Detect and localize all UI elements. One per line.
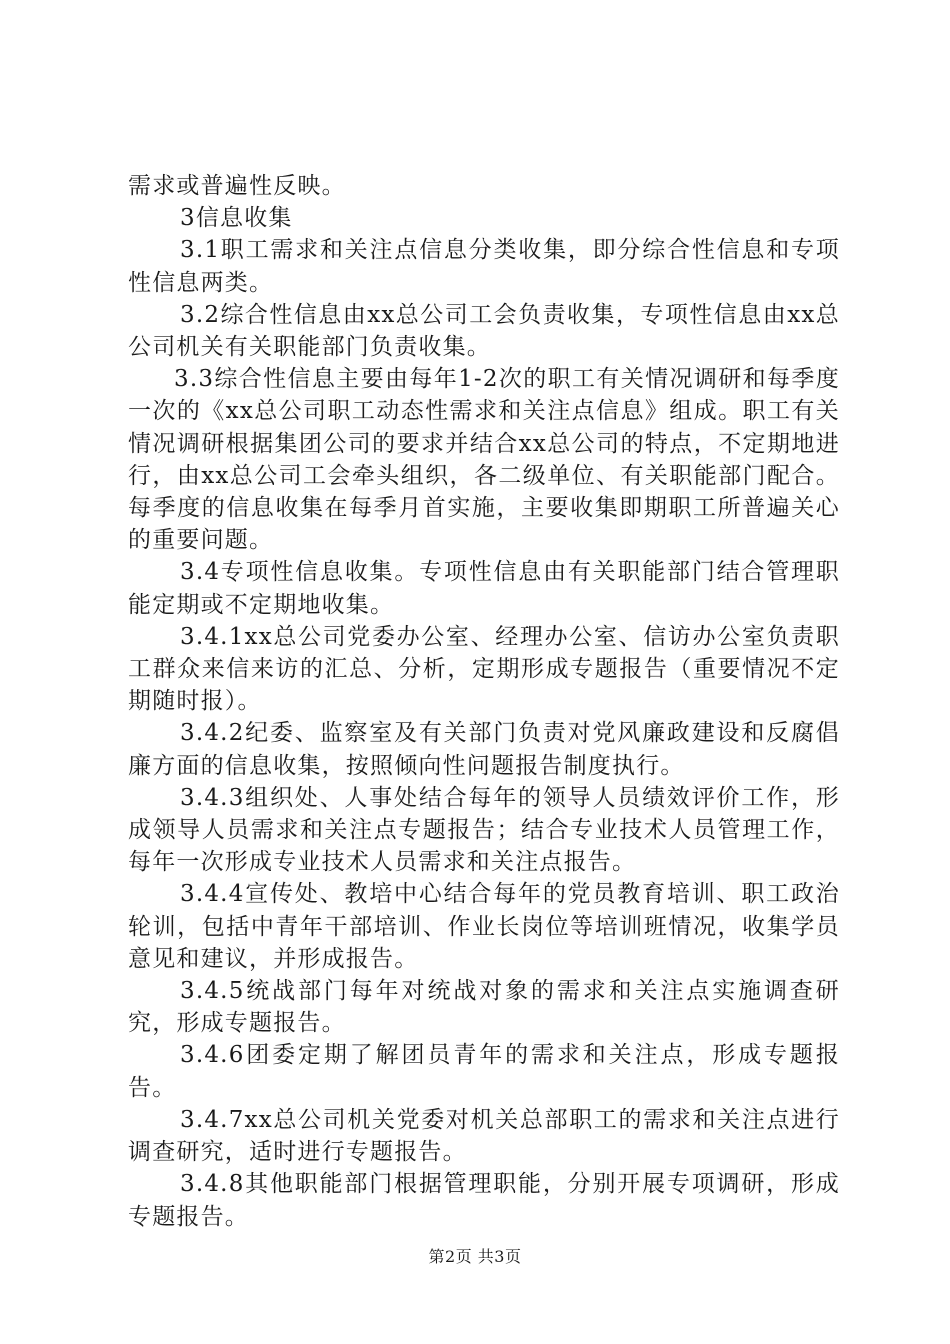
paragraph-3-4-2: 3.4.2纪委、监察室及有关部门负责对党风廉政建设和反腐倡廉方面的信息收集，按照倾向性问题报告制度执行。 (128, 720, 840, 779)
page-number-footer: 第2页 共3页 (428, 1247, 522, 1266)
paragraph-3-4-6: 3.4.6团委定期了解团员青年的需求和关注点，形成专题报告。 (128, 1042, 840, 1101)
paragraph-3-4-1: 3.4.1xx总公司党委办公室、经理办公室、信访办公室负责职工群众来信来访的汇总、分析，定期形成专题报告（重要情况不定期随时报）。 (128, 623, 840, 715)
paragraph-3-4-4: 3.4.4宣传处、教培中心结合每年的党员教育培训、职工政治轮训，包括中青年干部培训、作业长岗位等培训班情况，收集学员意见和建议，并形成报告。 (128, 881, 840, 972)
paragraph-3-1: 3.1职工需求和关注点信息分类收集，即分综合性信息和专项性信息两类。 (128, 237, 840, 296)
paragraph-3-4-5: 3.4.5统战部门每年对统战对象的需求和关注点实施调查研究，形成专题报告。 (128, 978, 840, 1037)
paragraph-3-4-3: 3.4.3组织处、人事处结合每年的领导人员绩效评价工作，形成领导人员需求和关注点专题报告；结合专业技术人员管理工作，每年一次形成专业技术人员需求和关注点报告。 (128, 784, 840, 876)
paragraph-3-3: 3.3综合性信息主要由每年1-2次的职工有关情况调研和每季度一次的《xx总公司职工动态性需求和关注点信息》组成。职工有关情况调研根据集团公司的要求并结合xx总公司的特点，不定期地进行，由xx总公司工会牵头组织，各二级单位、有关职能部门配合。每季度的信息收集在每季月首实施，主要收集即期职工所普遍关心的重要问题。 (128, 366, 840, 554)
paragraph-3-4-7: 3.4.7xx总公司机关党委对机关总部职工的需求和关注点进行调查研究，适时进行专题报告。 (128, 1106, 840, 1166)
paragraph-3-4-8: 3.4.8其他职能部门根据管理职能，分别开展专项调研，形成专题报告。 (128, 1171, 840, 1230)
paragraph-3-2: 3.2综合性信息由xx总公司工会负责收集，专项性信息由xx总公司机关有关职能部门负责收集。 (128, 301, 840, 361)
section-heading-3: 3信息收集 (180, 205, 293, 232)
paragraph-continuation: 需求或普遍性反映。 (128, 173, 346, 199)
paragraph-3-4: 3.4专项性信息收集。专项性信息由有关职能部门结合管理职能定期或不定期地收集。 (128, 559, 840, 618)
document-body (128, 170, 840, 1233)
